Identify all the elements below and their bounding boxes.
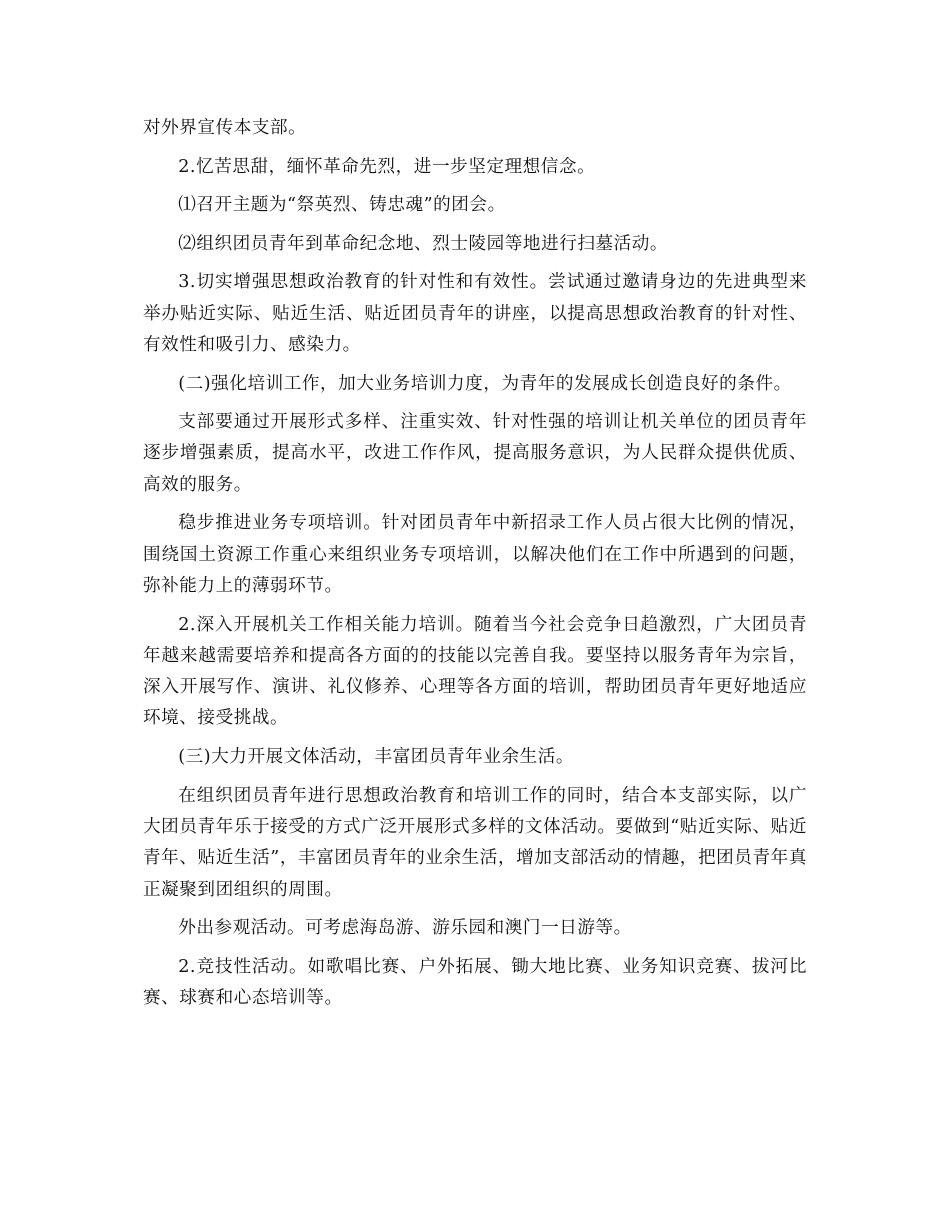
paragraph-2: 2.忆苦思甜，缅怀革命先烈，进一步坚定理想信念。 [178,156,596,177]
paragraph-12: 外出参观活动。可考虑海岛游、游乐园和澳门一日游等。 [178,918,632,939]
paragraph-11: 在组织团员青年进行思想政治教育和培训工作的同时，结合本支部实际，以广大团员青年乐于接受的方式广泛开展形式多样的文体活动。要做到“贴近实际、贴近青年、贴近生活”，丰富团员青年的业余生活，增加支部活动的情趣，把团员青年真正凝聚到团组织的周围。 [143,785,807,900]
paragraph-6: (二)强化培训工作，加大业务培训力度，为青年的发展成长创造良好的条件。 [178,373,792,394]
paragraph-13: 2.竞技性活动。如歌唱比赛、户外拓展、锄大地比赛、业务知识竞赛、拔河比赛、球赛和心态培训等。 [143,956,807,1008]
paragraph-10: (三)大力开展文体活动，丰富团员青年业余生活。 [178,747,575,768]
paragraph-4: ⑵组织团员青年到革命纪念地、烈士陵园等地进行扫墓活动。 [178,233,669,254]
paragraph-7: 支部要通过开展形式多样、注重实效、针对性强的培训让机关单位的团员青年逐步增强素质，提高水平，改进工作作风，提高服务意识，为人民群众提供优质、高效的服务。 [143,412,807,495]
paragraph-3: ⑴召开主题为“祭英烈、铸忠魂”的团会。 [178,195,506,216]
paragraph-8: 稳步推进业务专项培训。针对团员青年中新招录工作人员占很大比例的情况，围绕国土资源工作重心来组织业务专项培训，以解决他们在工作中所遇到的问题，弥补能力上的薄弱环节。 [143,513,807,596]
paragraph-1: 对外界宣传本支部。 [143,118,307,138]
paragraph-5: 3.切实增强思想政治教育的针对性和有效性。尝试通过邀请身边的先进典型来举办贴近实际、贴近生活、贴近团员青年的讲座，以提高思想政治教育的针对性、有效性和吸引力、感染力。 [143,272,807,355]
document-body [143,113,807,1022]
paragraph-9: 2.深入开展机关工作相关能力培训。随着当今社会竞争日趋激烈，广大团员青年越来越需要培养和提高各方面的的技能以完善自我。要坚持以服务青年为宗旨，深入开展写作、演讲、礼仪修养、心理等各方面的培训，帮助团员青年更好地适应环境、接受挑战。 [143,614,807,729]
